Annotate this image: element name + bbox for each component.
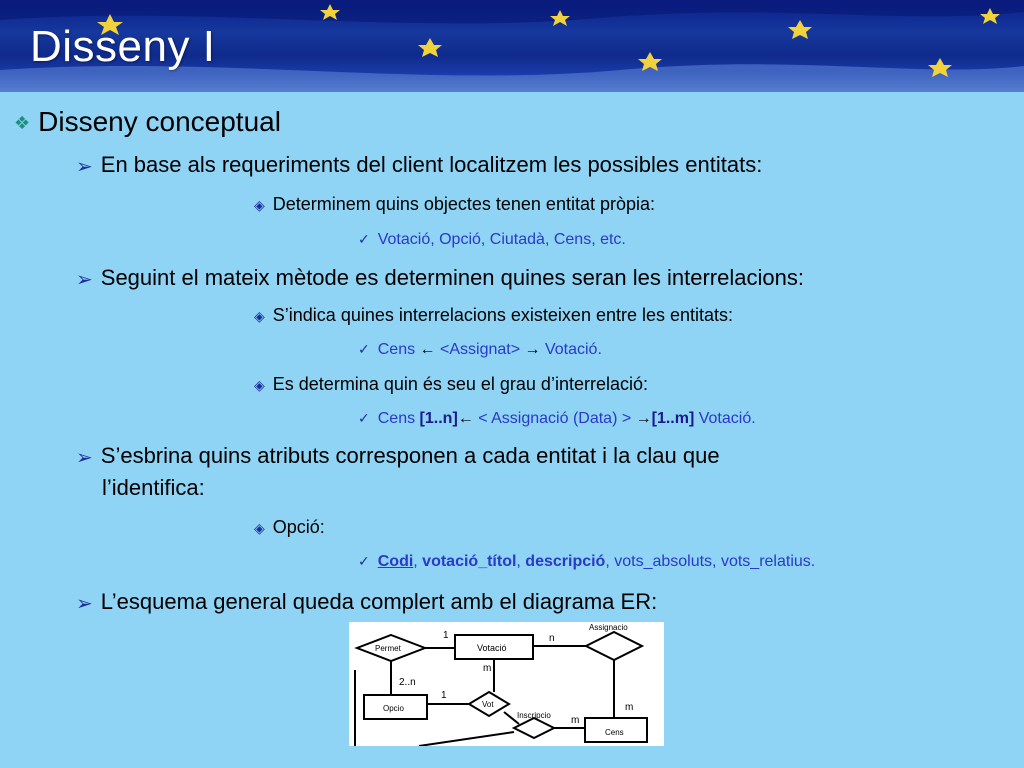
list-item-continuation: l’identifica: [102,475,205,500]
cardinality-label: m [483,663,492,674]
arrow-bullet-icon: ➢ [76,592,93,615]
list-item-text: S’esbrina quins atributs corresponen a cada entitat i la clau que [100,443,720,468]
relation-assignacio: < Assignació (Data) > [473,410,636,427]
entity-cens: Cens [377,410,416,427]
er-diagram [349,622,664,746]
relation-permet-label: Permet [375,644,401,653]
diamond-bullet-icon: ◈ [254,307,265,324]
list-item-text: Es determina quin és seu el grau d’interrelació: [272,374,648,394]
list-item [76,152,762,179]
list-item [358,341,602,359]
check-bullet-icon: ✓ [358,410,370,427]
er-diagram-svg [349,622,664,746]
attribute-key-codi: Codi [377,553,414,570]
list-item [76,265,804,292]
relation-inscripcio-shape [514,718,554,738]
eu-flag-banner [0,0,1024,92]
list-item [358,410,756,428]
arrow-left-icon: ← [457,410,474,427]
entity-votacio: Votació. [694,410,756,427]
four-diamond-bullet-icon: ❖ [14,113,31,134]
relation-assignat: <Assignat> [440,341,521,358]
arrow-left-icon: ← [419,341,436,358]
list-item-text: L’esquema general queda complert amb el diagrama ER: [100,589,658,614]
section-heading [14,106,281,138]
cardinality-label: m [571,715,580,726]
separator: , [516,553,526,570]
list-item-text: Votació, Opció, Ciutadà, Cens, etc. [377,231,626,248]
cardinality-1m: [1..m] [651,410,695,427]
list-item [254,517,325,538]
list-item [358,553,815,571]
list-item [254,194,655,215]
cardinality-label: 2..n [399,677,416,688]
attribute-rest: , vots_absoluts, vots_relatius. [605,553,816,570]
list-item [254,374,648,395]
cardinality-label: 1 [441,690,447,701]
cardinality-label: n [549,633,555,644]
check-bullet-icon: ✓ [358,231,370,248]
relation-inscripcio-label: Inscripcio [517,711,551,720]
diamond-bullet-icon: ◈ [254,376,265,393]
list-item-text: Seguint el mateix mètode es determinen quines seran les interrelacions: [100,265,804,290]
list-item-text: S’indica quines interrelacions existeixen entre les entitats: [272,305,734,325]
arrow-right-icon: → [635,410,652,427]
entity-votacio-label: Votació [477,643,507,653]
page-title: Disseny I [30,22,216,71]
check-bullet-icon: ✓ [358,553,370,570]
relation-assignacio-shape [586,632,642,660]
section-heading-text: Disseny conceptual [38,106,281,137]
list-item-text: En base als requeriments del client localitzem les possibles entitats: [100,152,763,177]
arrow-bullet-icon: ➢ [76,155,93,178]
arrow-bullet-icon: ➢ [76,446,93,469]
cardinality-label: 1 [443,630,449,641]
separator: , [413,553,423,570]
list-item-text: Opció: [272,517,325,537]
check-bullet-icon: ✓ [358,341,370,358]
list-item-text: Determinem quins objectes tenen entitat pròpia: [272,194,655,214]
arrow-right-icon: → [524,341,541,358]
cardinality-label: m [625,702,634,713]
list-item [76,443,720,470]
relation-vot-label: Vot [482,700,494,709]
list-item [254,305,733,326]
list-item [358,231,626,249]
diamond-bullet-icon: ◈ [254,519,265,536]
cardinality-1n: [1..n] [419,410,458,427]
list-item [76,589,657,616]
entity-votacio: Votació. [544,341,602,358]
entity-opcio-label: Opcio [383,704,404,713]
entity-cens-label: Cens [605,728,624,737]
connector [419,732,514,746]
attribute-votacio-titol: votació_títol [422,553,517,570]
arrow-bullet-icon: ➢ [76,268,93,291]
entity-cens: Cens [377,341,416,358]
relation-assignacio-label: Assignacio [589,623,628,632]
attribute-descripcio: descripció [525,553,606,570]
diamond-bullet-icon: ◈ [254,196,265,213]
